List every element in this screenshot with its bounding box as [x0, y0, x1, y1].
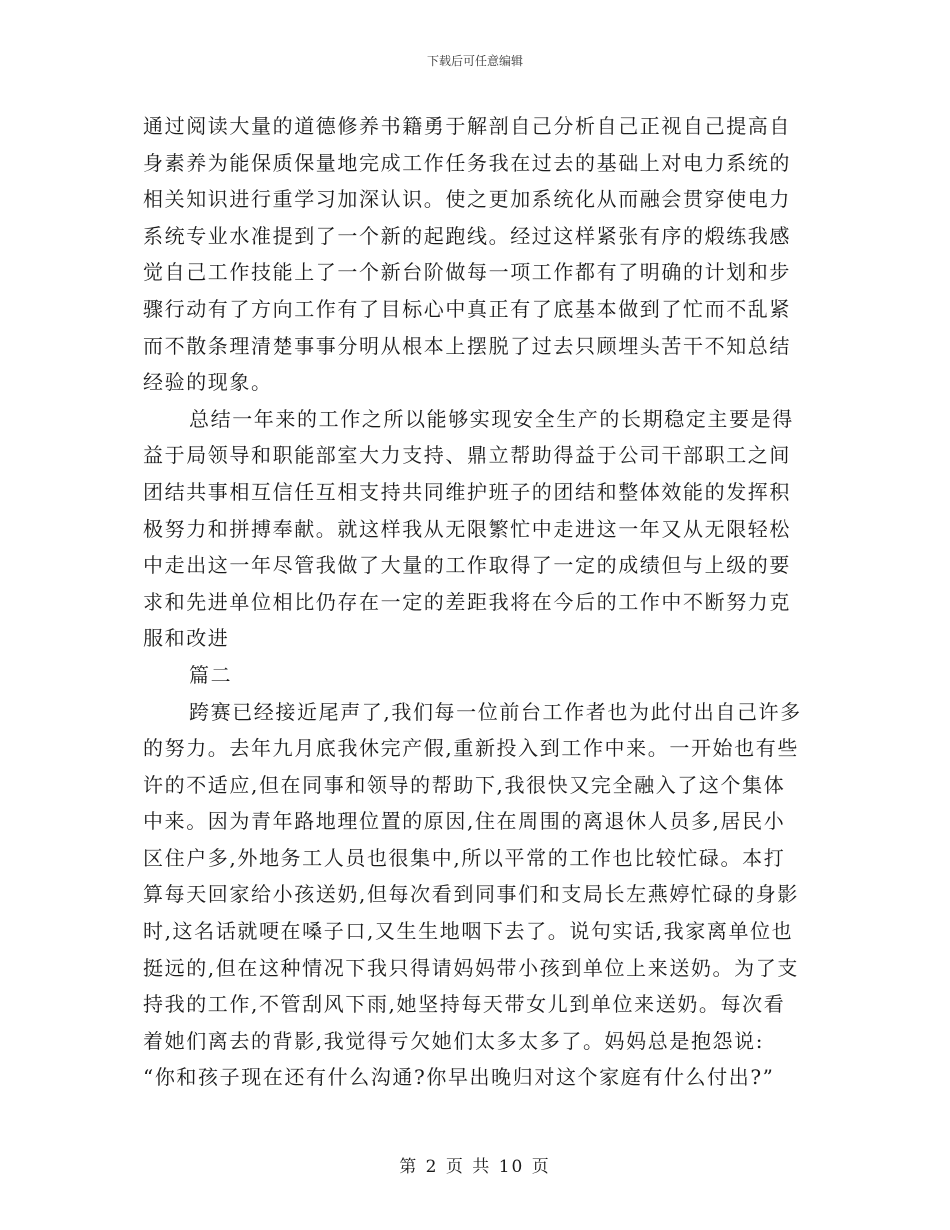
text-line: 持我的工作,不管刮风下雨,她坚持每天带女儿到单位来送奶。每次看 — [143, 992, 786, 1017]
text-line: 觉自己工作技能上了一个新台阶做每一项工作都有了明确的计划和步 — [143, 260, 791, 285]
text-line: 系统专业水准提到了一个新的起跑线。经过这样紧张有序的煅练我感 — [143, 223, 791, 248]
document-body — [143, 108, 808, 1096]
text-line: 骤行动有了方向工作有了目标心中真正有了底基本做到了忙而不乱紧 — [143, 296, 791, 321]
page-header-note: 下载后可任意编辑 — [426, 54, 523, 68]
page-number: 第 2 页 共 10 页 — [399, 1157, 551, 1177]
text-line: 极努力和拼搏奉献。就这样我从无限繁忙中走进这一年又从无限轻松 — [143, 516, 791, 541]
text-line: 团结共事相互信任互相支持共同维护班子的团结和整体效能的发挥积 — [143, 479, 791, 504]
text-line: 通过阅读大量的道德修养书籍勇于解剖自己分析自己正视自己提高自 — [143, 114, 791, 138]
text-line: 益于局领导和职能部室大力支持、鼎立帮助得益于公司干部职工之间 — [143, 443, 791, 468]
text-line: 着她们离去的背影,我觉得亏欠她们太多太多了。妈妈总是抱怨说: — [143, 1028, 765, 1053]
text-line: 而不散条理清楚事事分明从根本上摆脱了过去只顾埋头苦干不知总结 — [143, 333, 791, 358]
text-line: 的努力。去年九月底我休完产假,重新投入到工作中来。一开始也有些 — [143, 736, 799, 761]
text-line: 中走出这一年尽管我做了大量的工作取得了一定的成绩但与上级的要 — [143, 553, 791, 578]
text-line: 区住户多,外地务工人员也很集中,所以平常的工作也比较忙碌。本打 — [143, 845, 786, 870]
text-line: 服和改进 — [143, 626, 230, 651]
text-line: 时,这名话就哽在嗓子口,又生生地咽下去了。说句实话,我家离单位也 — [143, 919, 794, 944]
text-line: 许的不适应,但在同事和领导的帮助下,我很快又完全融入了这个集体 — [143, 772, 786, 797]
text-line: 算每天回家给小孩送奶,但每次看到同事们和支局长左燕婷忙碌的身影 — [143, 882, 799, 907]
text-line: 中来。因为青年路地理位置的原因,住在周围的离退休人员多,居民小 — [143, 809, 786, 834]
section-heading: 篇二 — [189, 662, 233, 687]
text-line: 经验的现象。 — [143, 370, 273, 395]
text-line: 总结一年来的工作之所以能够实现安全生产的长期稳定主要是得 — [189, 406, 794, 431]
text-line: 挺远的,但在这种情况下我只得请妈妈带小孩到单位上来送奶。为了支 — [143, 955, 799, 980]
text-line: “你和孩子现在还有什么沟通?你早出晚归对这个家庭有什么付出?” — [143, 1065, 775, 1090]
text-line: 跨赛已经接近尾声了,我们每一位前台工作者也为此付出自己许多 — [189, 699, 802, 724]
text-line: 求和先进单位相比仍存在一定的差距我将在今后的工作中不断努力克 — [143, 589, 791, 614]
text-line: 相关知识进行重学习加深认识。使之更加系统化从而融会贯穿使电力 — [143, 187, 791, 212]
text-line: 身素养为能保质保量地完成工作任务我在过去的基础上对电力系统的 — [143, 150, 791, 175]
